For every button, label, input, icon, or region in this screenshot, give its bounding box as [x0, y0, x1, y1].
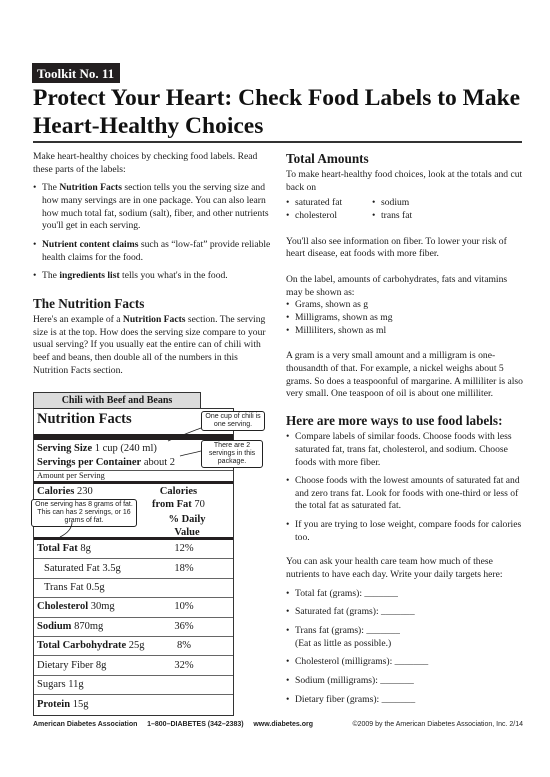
fiber-text: You'll also see information on fiber. To lower your risk of heart disease, eat foods with more fiber. — [286, 235, 507, 260]
callout-one-cup: One cup of chili is one serving. — [201, 411, 265, 431]
bullet-nutrient-claims: • Nutrient content claims such as “low-fat” provide reliable health claims for the food. — [33, 239, 271, 264]
unit-item: • Milligrams, shown as mg — [286, 312, 523, 325]
bullet-nutrition-facts: • The Nutrition Facts section tells you the serving size and how many servings are in one package. You can also learn how much total fat, sodium (salt), fiber, and other nutrients you'll get in each serving. — [33, 182, 271, 233]
toolkit-badge: Toolkit No. 11 — [32, 63, 120, 83]
nutrient-dv: 10% — [174, 601, 194, 613]
nutrient-dv: 12% — [174, 543, 194, 555]
cutback-item: • trans fat — [372, 210, 492, 223]
nutrient-name: Sodium 870mg — [37, 620, 104, 632]
more-ways-heading: Here are more ways to use food labels: — [286, 413, 503, 429]
gram-text: A gram is a very small amount and a milligram is one-thousandth of that. For example, a nickel weighs about 5 grams. So does a teaspoonful of margarine. A milliliter is also very small. One teaspoon of oil is about one milliliter. — [286, 350, 523, 400]
nutrient-name: Protein 15g — [37, 698, 89, 710]
nutrient-name: Total Fat 8g — [37, 543, 91, 555]
callout-servings: There are 2 servings in this package. — [201, 440, 263, 468]
nutrient-name: Total Carbohydrate 25g — [37, 640, 145, 652]
cutback-list — [286, 197, 523, 222]
totals-intro: To make heart-healthy food choices, look at the totals and cut back on — [286, 169, 523, 193]
total-amounts-heading: Total Amounts — [286, 151, 369, 166]
more-item: • Compare labels of similar foods. Choose foods with less saturated fat, trans fat, cholesterol, and sodium. Choose foods with more fiber. — [286, 431, 523, 469]
nutrient-dv: 8% — [177, 640, 191, 652]
target-note: (Eat as little as possible.) — [295, 637, 392, 649]
unit-item: • Milliliters, shown as ml — [286, 325, 523, 338]
page-title: Protect Your Heart: Check Food Labels to Make Heart-Healthy Choices — [33, 85, 521, 139]
intro-text: Make heart-healthy choices by checking food labels. Read these parts of the labels: — [33, 151, 258, 175]
calories-block: Calories 230 Calories from Fat 70 % Daily Value — [34, 484, 233, 540]
amount-per-serving: Amount per Serving — [34, 470, 233, 484]
bullet-ingredients: • The ingredients list tells you what's in the food. — [33, 270, 271, 283]
target-item: • Sodium (milligrams): _______ — [286, 675, 523, 688]
targets-intro: You can ask your health care team how much of these nutrients to have each day. Write your daily targets here: — [286, 556, 503, 581]
nutrition-facts-heading: The Nutrition Facts — [33, 295, 145, 311]
nutrient-name: Cholesterol 30mg — [37, 601, 115, 613]
footer-contact: American Diabetes Association 1–800–DIABETES (342–2383) www.diabetes.org — [33, 721, 313, 728]
footer — [33, 720, 523, 729]
nutrient-dv: 32% — [174, 659, 194, 671]
target-item: • Dietary fiber (grams): _______ — [286, 694, 523, 707]
cutback-item: • saturated fat — [286, 197, 372, 210]
right-column — [286, 151, 523, 706]
serving-info: Serving Size 1 cup (240 ml) Servings per Container about 2 — [37, 443, 176, 468]
unit-item: • Grams, shown as g — [286, 299, 523, 312]
label-heading: Nutrition Facts — [34, 409, 233, 440]
nutrient-name: Saturated Fat 3.5g — [44, 562, 121, 574]
more-item: • Choose foods with the lowest amounts of saturated fat and and zero trans fat. Look for foods with one-third or less of the total fat as saturated fat. — [286, 475, 523, 513]
more-item: • If you are trying to lose weight, compare foods for calories too. — [286, 519, 523, 544]
target-item: • Trans fat (grams): _______ — [286, 625, 523, 638]
target-item: • Cholesterol (milligrams): _______ — [286, 656, 523, 669]
nutrient-dv: 18% — [174, 562, 194, 574]
nutrient-name: Sugars 11g — [37, 679, 84, 690]
footer-copyright: ©2009 by the American Diabetes Association, Inc. 2/14 — [352, 721, 523, 728]
target-item: • Saturated fat (grams): _______ — [286, 606, 523, 619]
nutrient-name: Trans Fat 0.5g — [44, 582, 105, 594]
product-name: Chili with Beef and Beans — [33, 392, 201, 409]
callout-fat: One serving has 8 grams of fat. This can has 2 servings, or 16 grams of fat. — [31, 499, 137, 527]
nutrient-name: Dietary Fiber 8g — [37, 659, 107, 671]
nutrient-dv: 36% — [174, 620, 194, 632]
target-item: • Total fat (grams): _______ — [286, 588, 523, 601]
units-intro: On the label, amounts of carbohydrates, fats and vitamins may be shown as: — [286, 274, 508, 298]
nutrition-facts-intro: Here's an example of a Nutrition Facts section. The serving size is at the top. How does the serving size compare to your usual serving? If you usually eat the entire can of chili with beef and beans, then double all of the numbers in this Nutrition Facts section. — [33, 314, 266, 376]
cutback-item: • cholesterol — [286, 210, 372, 223]
cutback-item: • sodium — [372, 197, 492, 210]
